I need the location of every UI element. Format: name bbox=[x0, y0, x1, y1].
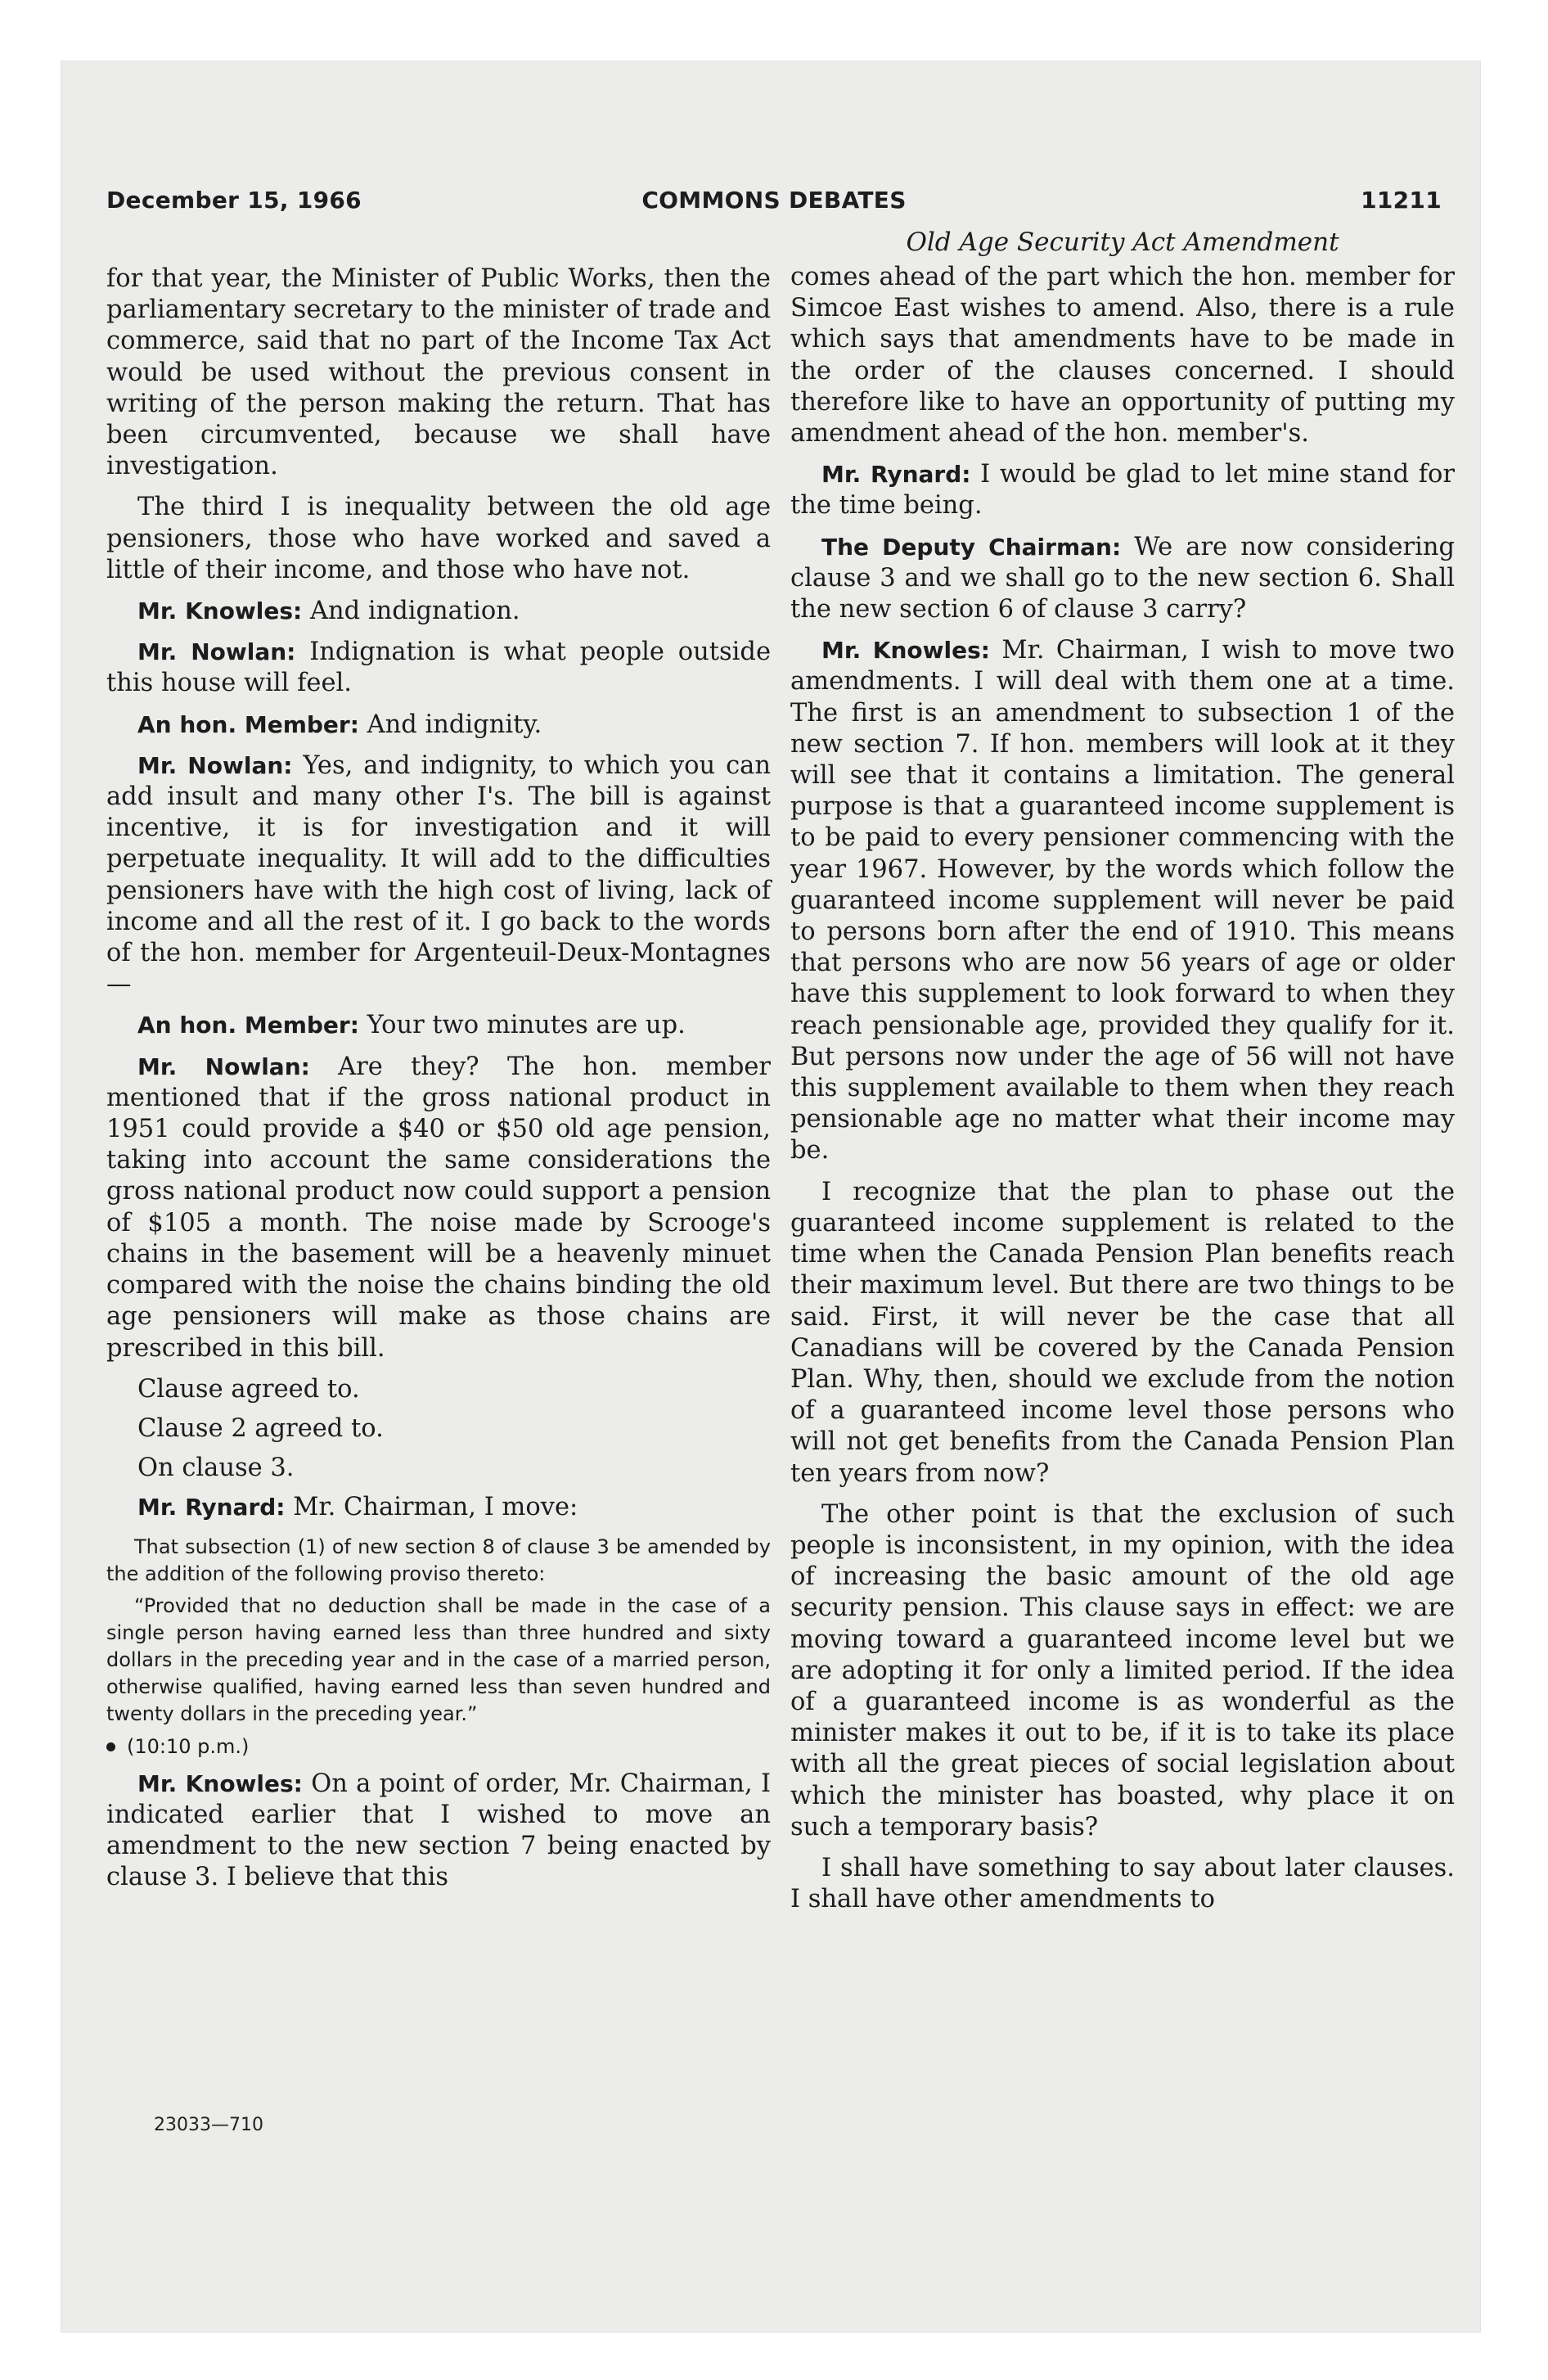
speech bbox=[790, 459, 1455, 521]
section-subtitle: Old Age Security Act Amendment bbox=[906, 228, 1339, 257]
paragraph: I shall have something to say about later clauses. I shall have other amendments to bbox=[790, 1853, 1455, 1914]
speaker-name: An hon. Member: bbox=[137, 710, 359, 738]
speech bbox=[106, 751, 771, 1001]
speech bbox=[106, 596, 771, 627]
header-title: COMMONS DEBATES bbox=[641, 187, 907, 214]
paragraph: I recognize that the plan to phase out the guaranteed income supplement is related to the time when the Canada Pension Plan benefits reach their maximum level. But there are two things to be said. First, it will never be the case that all Canadians will be covered by the Canada Pension Plan. Why, then, should we exclude from the notion of a guaranteed income level those persons who will not get benefits from the Canada Pension Plan ten years from now? bbox=[790, 1177, 1455, 1488]
procedure-note: Clause 2 agreed to. bbox=[137, 1413, 384, 1443]
paragraph: for that year, the Minister of Public Works, then the parliamentary secretary to the minister of trade and commerce, said that no part of the Income Tax Act would be used without the previous consent in writing of the person making the return. That has been circumvented, because we shall have investigation. bbox=[106, 264, 771, 481]
speech bbox=[106, 1492, 771, 1523]
speech bbox=[106, 1052, 771, 1364]
speech bbox=[106, 637, 771, 699]
paragraph: The other point is that the exclusion of such people is inconsistent, in my opinion, with the idea of increasing the basic amount of the old age security pension. This clause says in effect: we are moving toward a guaranteed income level but we are adopting it for only a limited period. If the idea of a guaranteed income is as wonderful as the minister makes it out to be, if it is to take its place with all the great pieces of social legislation about which the minister has boasted, why place it on such a temporary basis? bbox=[790, 1499, 1455, 1841]
speaker-name: Mr. Nowlan: bbox=[137, 751, 293, 779]
speaker-name: Mr. Rynard: bbox=[821, 461, 971, 489]
speaker-name: Mr. Nowlan: bbox=[137, 638, 296, 666]
time-note bbox=[106, 1733, 771, 1760]
speech-text: Indignation is what people outside this house will feel. bbox=[106, 638, 771, 698]
speaker-name: Mr. Nowlan: bbox=[137, 1053, 310, 1080]
speech bbox=[106, 1769, 771, 1894]
speech bbox=[790, 635, 1455, 1166]
speech-text: We are now considering clause 3 and we shall go to the new section 6. Shall the new section 6 of clause 3 carry? bbox=[790, 532, 1455, 624]
speech-text: Your two minutes are up. bbox=[367, 1011, 686, 1040]
speaker-name: An hon. Member: bbox=[137, 1012, 359, 1039]
running-header bbox=[106, 187, 1442, 228]
speech bbox=[106, 1010, 771, 1041]
speech-text: I would be glad to let mine stand for the time being. bbox=[790, 460, 1455, 521]
header-date: December 15, 1966 bbox=[106, 187, 362, 214]
speech bbox=[790, 532, 1455, 626]
speech-text: And indignity. bbox=[367, 710, 542, 739]
paragraph: comes ahead of the part which the hon. member for Simcoe East wishes to amend. Also, there is a rule which says that amendments have to be made in the order of the clauses concerned. I should therefore like to have an opportunity of putting my amendment ahead of the hon. member's. bbox=[790, 263, 1455, 449]
motion-proviso: “Provided that no deduction shall be made in the case of a single person having earned less than three hundred and sixty dollars in the preceding year and in the case of a married person, otherwise qualified, having earned less than seven hundred and twenty dollars in the preceding year.” bbox=[106, 1593, 771, 1725]
speaker-name: Mr. Rynard: bbox=[137, 1494, 286, 1521]
speaker-name: Mr. Knowles: bbox=[137, 597, 303, 625]
procedure-note: Clause agreed to. bbox=[137, 1374, 360, 1404]
speaker-name: Mr. Knowles: bbox=[137, 1769, 303, 1797]
time-note-text: (10:10 p.m.) bbox=[127, 1734, 250, 1758]
speech-text: Are they? The hon. member mentioned that if the gross national product in 1951 could provide a $40 or $50 old age pension, taking into account the same considerations the gross national product now could support a pension of $105 a month. The noise made by Scrooge's chains in the basement will be a heavenly minuet compared with the noise the chains binding the old age pensioners will make as those chains are prescribed in this bill. bbox=[106, 1052, 771, 1363]
procedure-note: On clause 3. bbox=[137, 1454, 295, 1483]
left-column bbox=[106, 264, 771, 1903]
speaker-name: The Deputy Chairman: bbox=[821, 533, 1122, 561]
speech-text: Mr. Chairman, I wish to move two amendments. I will deal with them one at a time. The first is an amendment to subsection 1 of the new section 7. If hon. members will look at it they will see that it contains a limitation. The general purpose is that a guaranteed income supplement is to be paid to every pensioner commencing with the year 1967. However, by the words which follow the guaranteed income supplement will never be paid to persons born after the end of 1910. This means that persons who are now 56 years of age or older have this supplement to look forward to when they reach pensionable age, provided they qualify for it. But persons now under the age of 56 will not have this supplement available to them when they reach pensionable age no matter what their income may be. bbox=[790, 636, 1455, 1165]
speech bbox=[106, 710, 771, 741]
speech-text: Yes, and indignity, to which you can add insult and many other I's. The bill is against incentive, it is for investigation and it will perpetuate inequality. It will add to the difficulties pensioners have with the high cost of living, lack of income and all the rest of it. I go back to the words of the hon. member for Argenteuil-Deux-Montagnes— bbox=[106, 751, 771, 999]
bullet-icon bbox=[106, 1742, 115, 1751]
motion-text: That subsection (1) of new section 8 of clause 3 be amended by the addition of the following proviso thereto: bbox=[106, 1535, 771, 1585]
paragraph: The third I is inequality between the old age pensioners, those who have worked and saved a little of their income, and those who have not. bbox=[106, 493, 771, 584]
footer-code: 23033—710 bbox=[154, 2115, 263, 2135]
speaker-name: Mr. Knowles: bbox=[821, 637, 990, 665]
header-page-number: 11211 bbox=[1361, 187, 1442, 214]
speech-text: On a point of order, Mr. Chairman, I indicated earlier that I wished to move an amendment to the new section 7 being enacted by clause 3. I believe that this bbox=[106, 1769, 772, 1892]
speech-text: Mr. Chairman, I move: bbox=[293, 1493, 578, 1522]
right-column bbox=[790, 224, 1455, 1925]
speech-text: And indignation. bbox=[309, 597, 520, 626]
